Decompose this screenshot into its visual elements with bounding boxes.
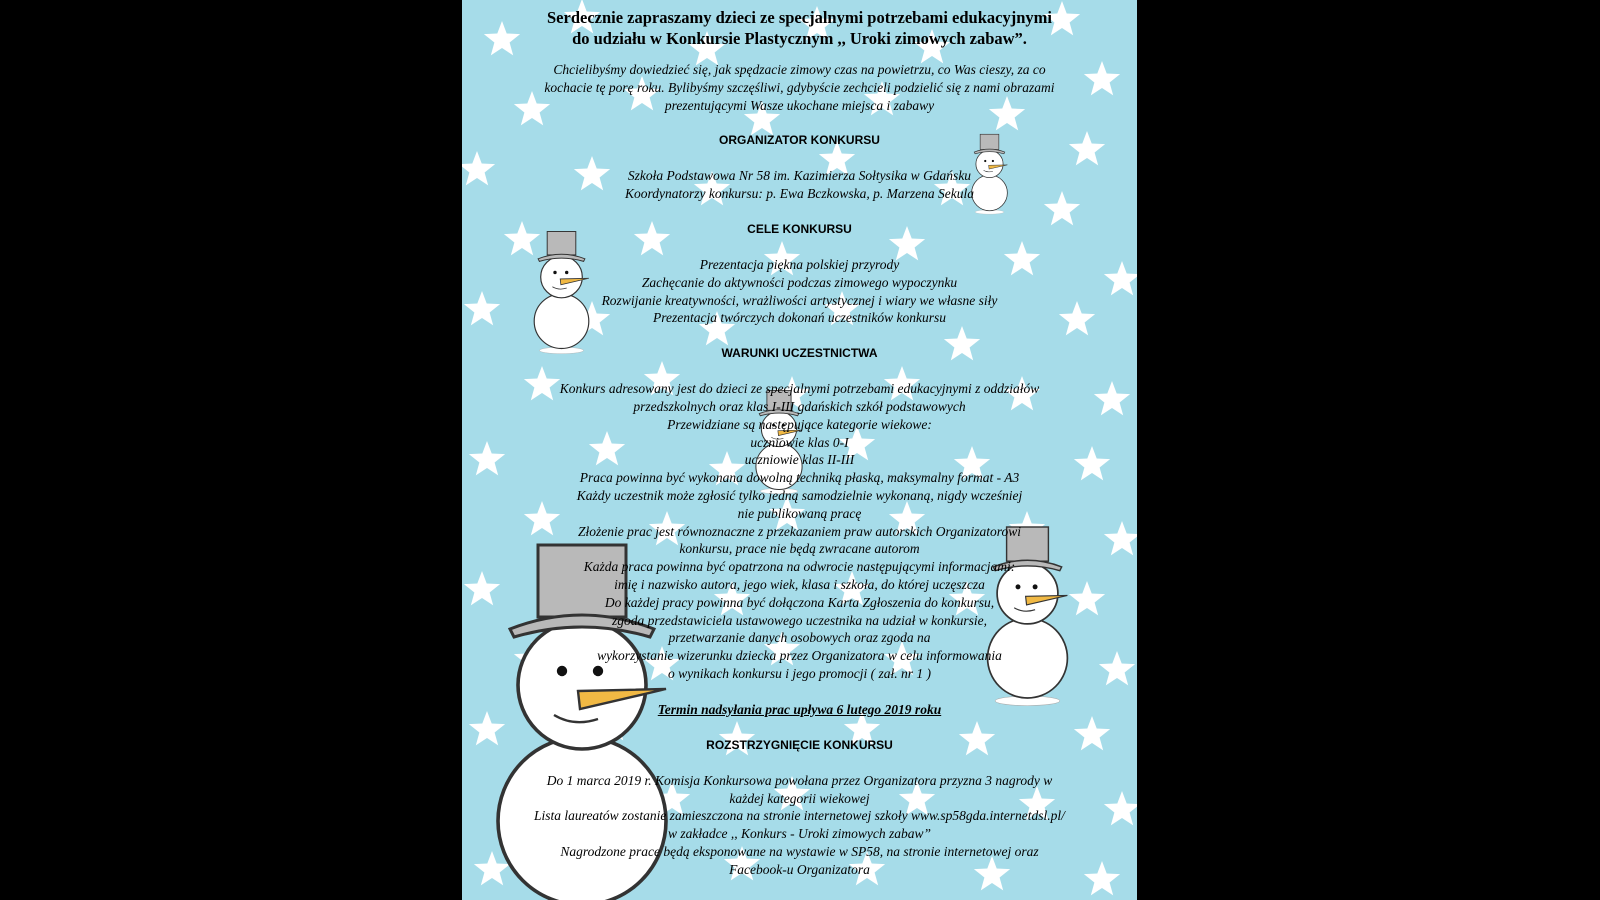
condition-line: uczniowie klas 0-I bbox=[750, 434, 849, 450]
condition-line: zgoda przedstawiciela ustawowego uczestnika na udział w konkursie, bbox=[612, 612, 987, 628]
results-section bbox=[462, 772, 1137, 879]
results-line: Lista laureatów zostanie zamieszczona na stronie internetowej szkoły www.sp58gda.internetdsl.pl/ bbox=[534, 808, 1065, 824]
results-line: każdej kategorii wiekowej bbox=[729, 790, 870, 806]
condition-line: Do każdej pracy powinna być dołączona Karta Zgłoszenia do konkursu, bbox=[604, 594, 995, 610]
results-line: Facebook-u Organizatora bbox=[729, 861, 870, 877]
results-line: Nagrodzone prace będą eksponowane na wystawie w SP58, na stronie internetowej oraz bbox=[560, 843, 1039, 859]
condition-line: uczniowie klas II-III bbox=[744, 452, 855, 468]
condition-line: Konkurs adresowany jest do dzieci ze specjalnymi potrzebami edukacyjnymi z oddziałów bbox=[559, 381, 1040, 397]
contest-flyer bbox=[462, 0, 1137, 900]
flyer-text bbox=[462, 0, 1137, 879]
goals-heading: CELE KONKURSU bbox=[747, 221, 852, 236]
goal-line: Prezentacja piękna polskiej przyrody bbox=[699, 256, 900, 272]
condition-line: przetwarzanie danych osobowych oraz zgoda na bbox=[668, 630, 931, 646]
title-line: do udziału w Konkursie Plastycznym ,, Uroki zimowych zabaw”. bbox=[572, 29, 1027, 48]
title-line: Serdecznie zapraszamy dzieci ze specjalnymi potrzebami edukacyjnymi bbox=[547, 8, 1052, 27]
condition-line: nie publikowaną pracę bbox=[737, 505, 862, 521]
condition-line: Praca powinna być wykonana dowolną techniką płaską, maksymalny format - A3 bbox=[579, 470, 1020, 486]
intro-line: prezentującymi Wasze ukochane miejsca i zabawy bbox=[664, 97, 935, 113]
goal-line: Prezentacja twórczych dokonań uczestników konkursu bbox=[653, 310, 946, 326]
condition-line: przedszkolnych oraz klas I-III gdańskich szkół podstawowych bbox=[633, 398, 966, 414]
intro-line: kochacie tę porę roku. Bylibyśmy szczęśliwi, gdybyście zechcieli podzielić się z nami obrazami bbox=[544, 79, 1055, 95]
condition-line: konkursu, prace nie będą zwracane autorom bbox=[679, 541, 920, 557]
results-line: Do 1 marca 2019 r. Komisja Konkursowa powołana przez Organizatora przyzna 3 nagrody w bbox=[546, 772, 1053, 788]
condition-line: o wynikach konkursu i jego promocji ( zał. nr 1 ) bbox=[667, 665, 932, 681]
flyer-title bbox=[462, 7, 1137, 49]
conditions-heading: WARUNKI UCZESTNICTWA bbox=[721, 346, 878, 361]
condition-line: Każda praca powinna być opatrzona na odwrocie następującymi informacjami: bbox=[583, 559, 1016, 575]
goal-line: Rozwijanie kreatywności, wrażliwości artystycznej i wiary we własne siły bbox=[601, 292, 998, 308]
results-line: w zakładce ,, Konkurs - Uroki zimowych zabaw” bbox=[667, 826, 932, 842]
organizer-section bbox=[462, 167, 1137, 203]
condition-line: Złożenie prac jest równoznaczne z przekazaniem praw autorskich Organizatorowi bbox=[578, 523, 1021, 539]
deadline-notice: Termin nadsyłania prac upływa 6 lutego 2019 roku bbox=[657, 701, 942, 717]
condition-line: Przewidziane są następujące kategorie wiekowe: bbox=[667, 416, 932, 432]
organizer-heading: ORGANIZATOR KONKURSU bbox=[719, 133, 880, 148]
conditions-section bbox=[462, 380, 1137, 683]
intro-paragraph bbox=[462, 61, 1137, 114]
condition-line: imię i nazwisko autora, jego wiek, klasa i szkoła, do której uczęszcza bbox=[614, 576, 985, 592]
condition-line: wykorzystanie wizerunku dziecka przez Organizatora w celu informowania bbox=[597, 648, 1002, 664]
condition-line: Każdy uczestnik może zgłosić tylko jedną samodzielnie wykonaną, nigdy wcześniej bbox=[576, 487, 1023, 503]
goal-line: Zachęcanie do aktywności podczas zimowego wypoczynku bbox=[641, 274, 958, 290]
organizer-line: Koordynatorzy konkursu: p. Ewa Bczkowska, p. Marzena Sekula bbox=[625, 186, 974, 202]
organizer-line: Szkoła Podstawowa Nr 58 im. Kazimierza Sołtysika w Gdańsku bbox=[627, 168, 972, 184]
intro-line: Chcielibyśmy dowiedzieć się, jak spędzacie zimowy czas na powietrzu, co Was cieszy, za co bbox=[553, 62, 1046, 77]
results-heading: ROZSTRZYGNIĘCIE KONKURSU bbox=[706, 737, 893, 752]
goals-section bbox=[462, 256, 1137, 327]
